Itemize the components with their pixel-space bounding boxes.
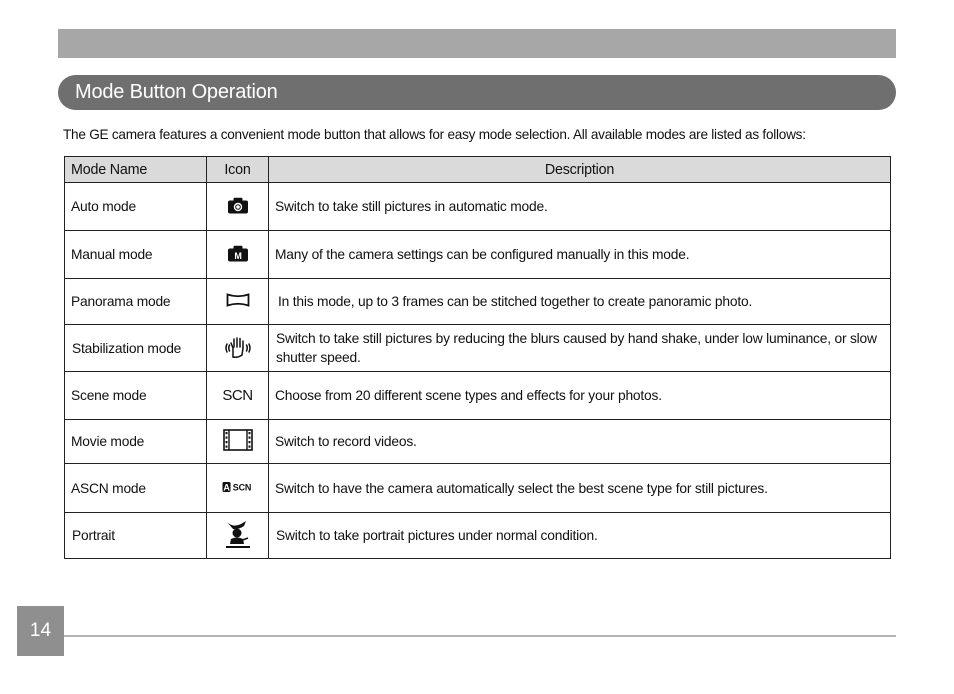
page-number-box [17, 606, 64, 656]
film-icon [223, 429, 253, 451]
camera-manual-letter: M [233, 250, 242, 261]
table-row [65, 513, 891, 559]
portrait-icon [224, 519, 252, 549]
page-number: 14 [29, 620, 52, 641]
scene-icon: SCN [222, 387, 253, 404]
mode-name: Stabilization mode [65, 325, 207, 372]
mode-name: ASCN mode [65, 464, 207, 513]
mode-description: Choose from 20 different scene types and effects for your photos. [269, 372, 891, 420]
mode-description: Switch to take still pictures in automatic mode. [269, 183, 891, 231]
table-row [65, 325, 891, 372]
panorama-icon [226, 293, 250, 307]
mode-description: Switch to record videos. [269, 420, 891, 464]
table-row [65, 464, 891, 513]
mode-name: Scene mode [65, 372, 207, 420]
mode-description: Switch to take portrait pictures under normal condition. [269, 513, 891, 559]
mode-name: Movie mode [65, 420, 207, 464]
mode-description: Many of the camera settings can be configured manually in this mode. [269, 231, 891, 279]
table-row [65, 279, 891, 325]
camera-manual-icon [227, 245, 249, 262]
ascn-icon [222, 481, 254, 493]
header-mode-name: Mode Name [65, 157, 207, 183]
hand-shake-icon [223, 335, 253, 359]
mode-description: Switch to take still pictures by reducing the blurs caused by hand shake, under low luminance, or slow shutter speed. [269, 325, 891, 372]
bottom-rule [64, 635, 896, 637]
table-row [65, 183, 891, 231]
table-row [65, 372, 891, 420]
section-title: Mode Button Operation [75, 81, 278, 103]
mode-name: Auto mode [65, 183, 207, 231]
svg-text:SCN: SCN [232, 482, 251, 493]
table-row [65, 231, 891, 279]
header-description: Description [269, 157, 891, 183]
mode-name: Portrait [65, 513, 207, 559]
table-row [65, 420, 891, 464]
header-icon: Icon [207, 157, 269, 183]
camera-icon [227, 197, 249, 214]
mode-name: Manual mode [65, 231, 207, 279]
svg-text:A: A [222, 481, 230, 492]
mode-description: Switch to have the camera automatically select the best scene type for still pictures. [269, 464, 891, 513]
mode-table [64, 156, 891, 559]
section-header [58, 75, 896, 110]
table-header-row [65, 157, 891, 183]
mode-description: In this mode, up to 3 frames can be stitched together to create panoramic photo. [269, 279, 891, 325]
top-decorative-bar [58, 29, 896, 58]
intro-paragraph: The GE camera features a convenient mode button that allows for easy mode selection. All available modes are listed as follows: [63, 127, 806, 142]
mode-name: Panorama mode [65, 279, 207, 325]
